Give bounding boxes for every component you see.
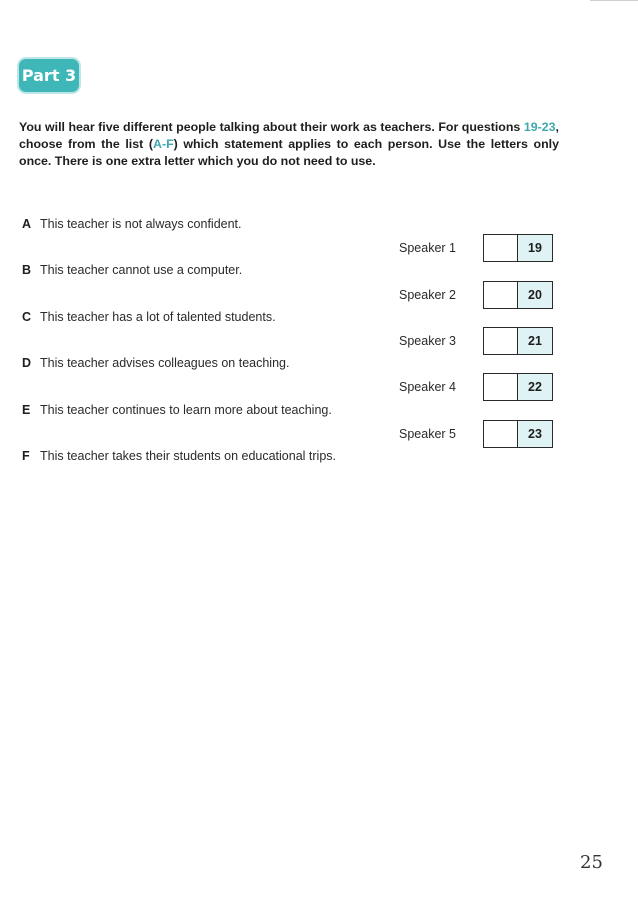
answer-box-22[interactable] [483,373,553,401]
statement-e [22,402,332,418]
question-number: 21 [518,328,552,354]
question-number: 23 [518,421,552,447]
instructions-text-1: You will hear five different people talking about their work as teachers. For questions [19,120,524,134]
statement-letter: F [22,449,30,463]
page-number: 25 [580,852,603,873]
instructions-text-3: ) which statement applies to each person. Use the letters only once. There is one extra letter which you do not need to use. [19,137,559,168]
statement-text: This teacher is not always confident. [40,217,242,231]
part-badge: Part 3 [19,59,79,92]
statement-a [22,216,242,232]
statement-text: This teacher continues to learn more about teaching. [40,403,332,417]
statement-letter: E [22,403,31,417]
answer-box-23[interactable] [483,420,553,448]
answer-input-21[interactable] [484,328,518,354]
answer-box-21[interactable] [483,327,553,355]
statement-letter: B [22,263,32,277]
speaker-3-label: Speaker 3 [399,334,456,348]
question-number: 19 [518,235,552,261]
instructions-text-2: , choose from the list ( [19,120,559,151]
answer-box-19[interactable] [483,234,553,262]
speaker-5-label: Speaker 5 [399,427,456,441]
statement-letter: A [22,217,32,231]
statement-letter: D [22,356,32,370]
statement-text: This teacher has a lot of talented students. [40,310,276,324]
statement-text: This teacher advises colleagues on teaching. [40,356,290,370]
top-rule [590,0,638,1]
statement-b [22,262,242,278]
question-range: 19-23 [523,120,556,134]
speaker-1-label: Speaker 1 [399,241,456,255]
statement-c [22,309,276,325]
answer-input-22[interactable] [484,374,518,400]
letter-range: A-F [153,137,174,151]
question-number: 20 [518,282,552,308]
speaker-2-label: Speaker 2 [399,288,456,302]
statement-text: This teacher cannot use a computer. [40,263,243,277]
answer-input-19[interactable] [484,235,518,261]
speaker-4-label: Speaker 4 [399,380,456,394]
statement-d [22,355,289,371]
instructions [19,119,559,170]
question-number: 22 [518,374,552,400]
answer-box-20[interactable] [483,281,553,309]
statement-f [22,448,336,464]
answer-input-20[interactable] [484,282,518,308]
statement-letter: C [22,310,32,324]
answer-input-23[interactable] [484,421,518,447]
statement-text: This teacher takes their students on educational trips. [40,449,336,463]
